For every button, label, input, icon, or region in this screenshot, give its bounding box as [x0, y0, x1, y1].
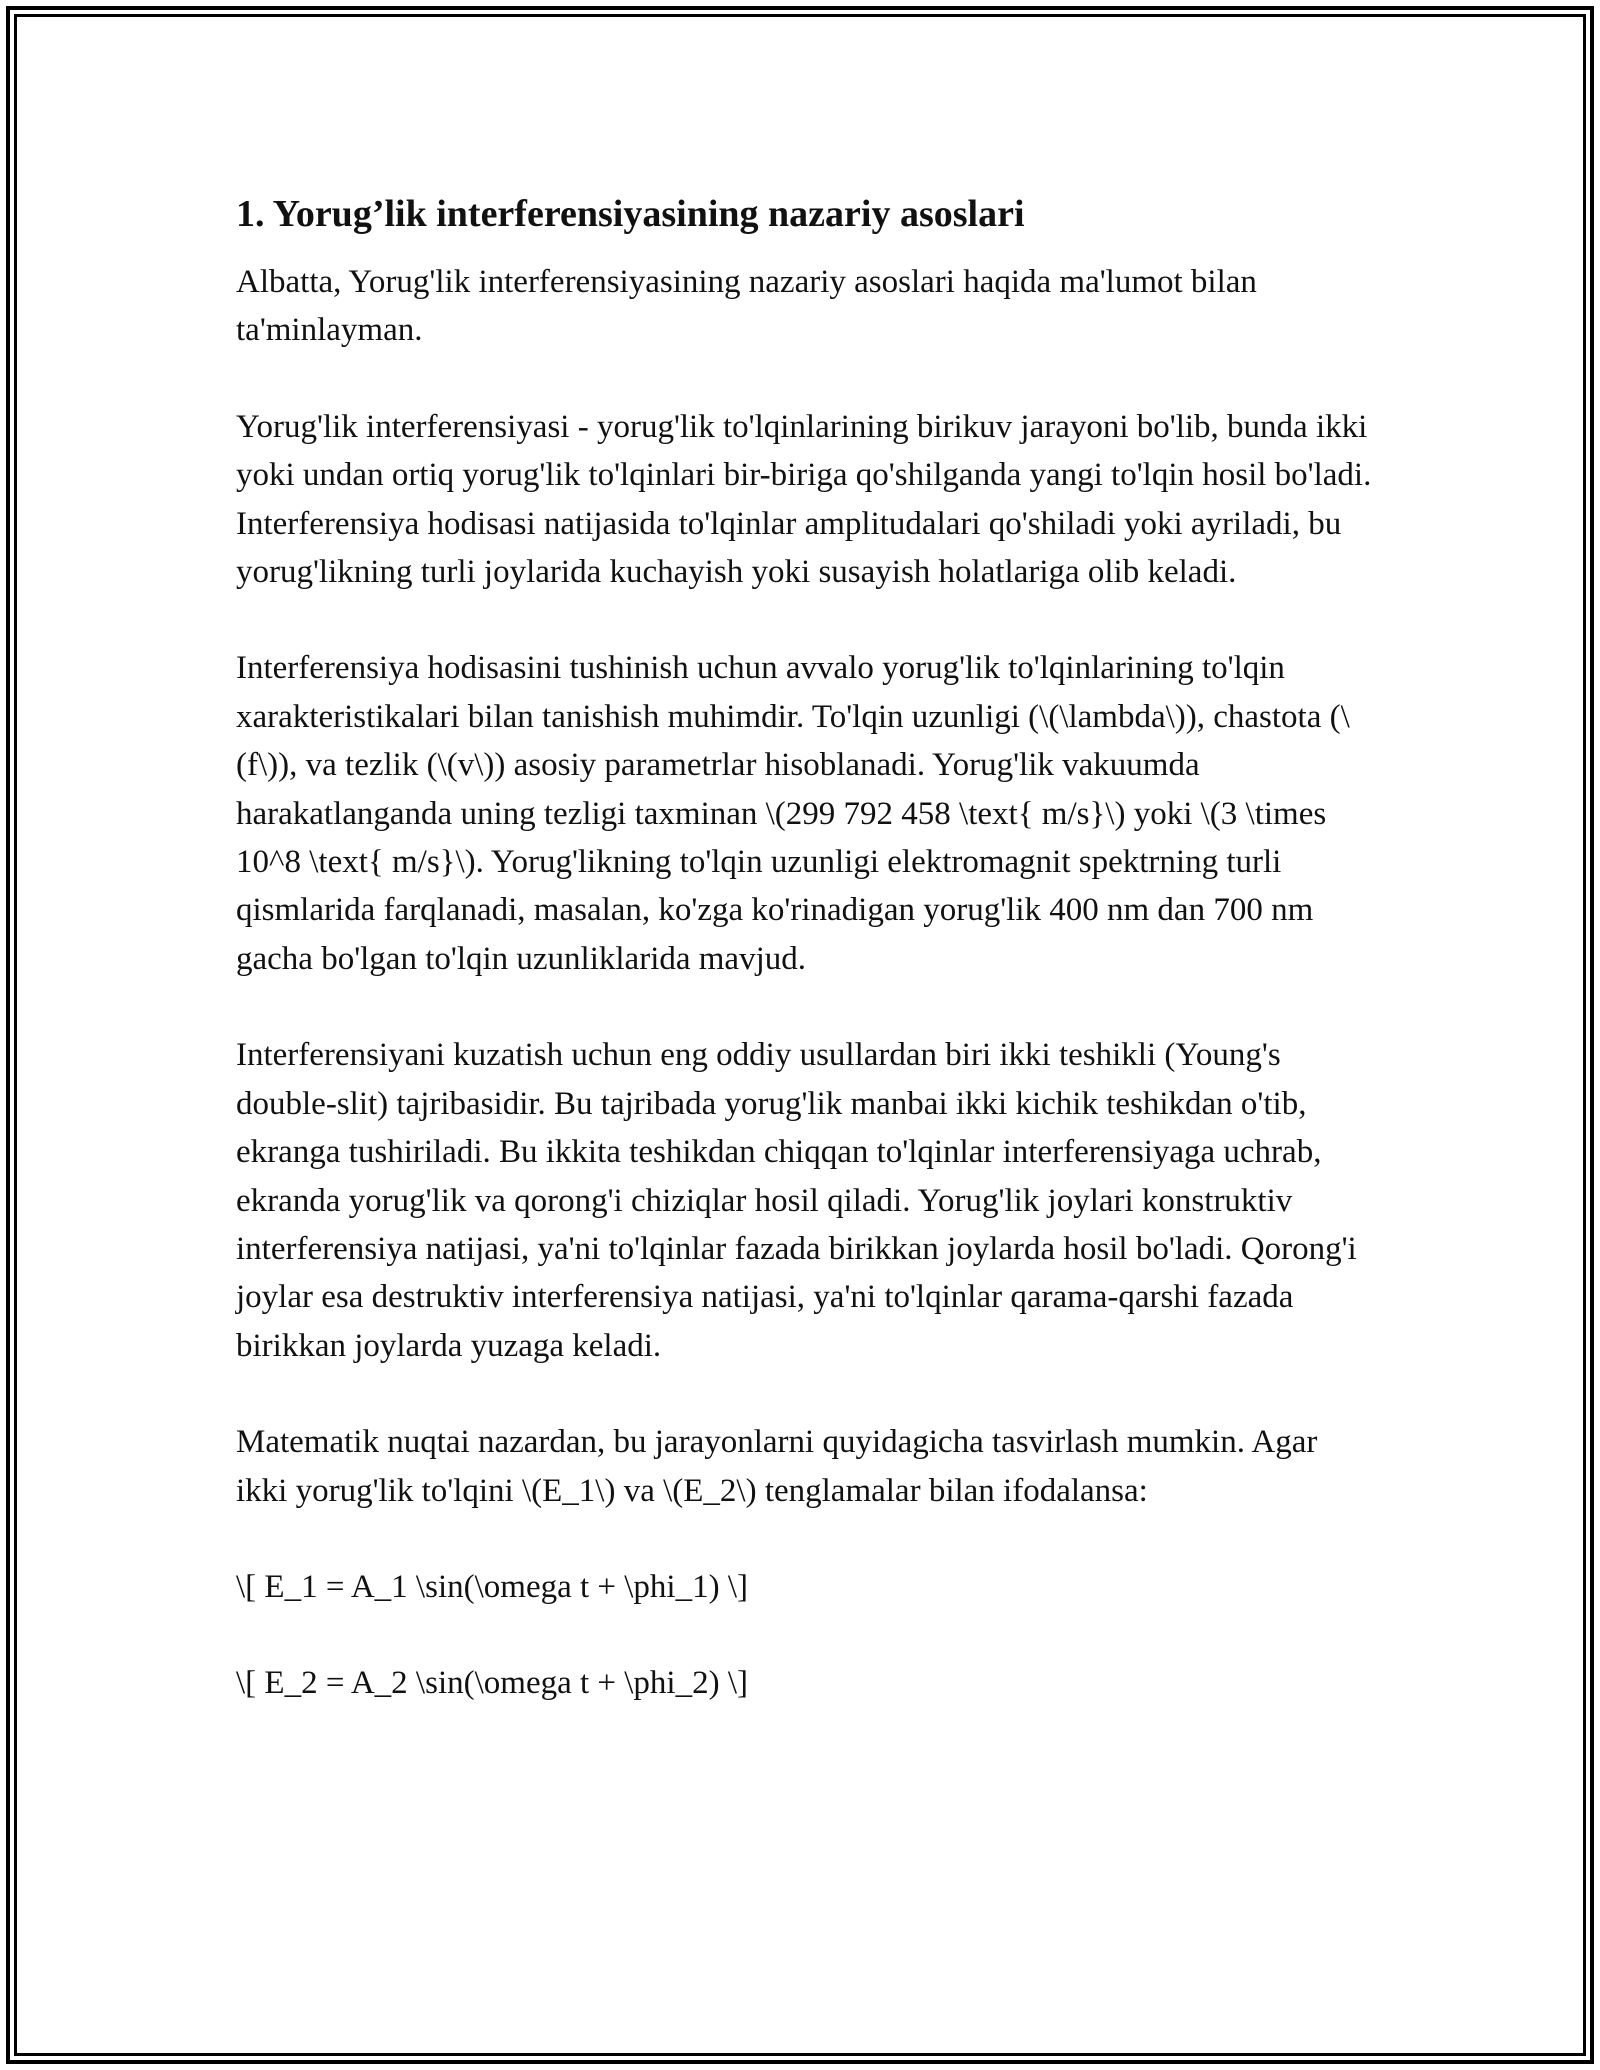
paragraph-mathematical: Matematik nuqtai nazardan, bu jarayonlarni quyidagicha tasvirlash mumkin. Agar ikki yorug'lik to'lqini \(E_1\) va \(E_2\) tenglamalar bilan ifodalansa:	[236, 1424, 1318, 1509]
paragraph-double-slit: Interferensiyani kuzatish uchun eng oddiy usullardan biri ikki teshikli (Young's double-slit) tajribasidir. Bu tajribada yorug'lik manbai ikki kichik teshikdan o'tib, ekranga tushiriladi. Bu ikkita teshikdan chiqqan to'lqinlar interferensiyaga uchrab, ekranda yorug'lik va qorong'i chiziqlar hosil qiladi. Yorug'lik joylari konstruktiv interferensiya natijasi, ya'ni to'lqinlar fazada birikkan joylarda hosil bo'ladi. Qorong'i joylar esa destruktiv interferensiya natijasi, ya'ni to'lqinlar qarama-qarshi fazada birikkan joylarda yuzaga keladi.	[236, 1037, 1357, 1364]
paragraph-wave-parameters: Interferensiya hodisasini tushinish uchun avvalo yorug'lik to'lqinlarining to'lqin xarakteristikalari bilan tanishish muhimdir. To'lqin uzunligi (\(\lambda\)), chastota (\(f\)), va tezlik (\(v\)) asosiy parametrlar hisoblanadi. Yorug'lik vakuumda harakatlanganda uning tezligi taxminan \(299 792 458 \text{ m/s}\) yoki \(3 \times 10^8 \text{ m/s}\). Yorug'likning to'lqin uzunligi elektromagnit spektrning turli qismlarida farqlanadi, masalan, ko'zga ko'rinadigan yorug'lik 400 nm dan 700 nm gacha bo'lgan to'lqin uzunliklarida mavjud.	[236, 650, 1350, 977]
paragraph-definition: Yorug'lik interferensiyasi - yorug'lik to'lqinlarining birikuv jarayoni bo'lib, bunda ikki yoki undan ortiq yorug'lik to'lqinlari bir-biriga qo'shilganda yangi to'lqin hosil bo'ladi. Interferensiya hodisasi natijasida to'lqinlar amplitudalari qo'shiladi yoki ayriladi, bu yorug'likning turli joylarida kuchayish yoki susayish holatlariga olib keladi.	[236, 408, 1372, 591]
equation-e1: \[ E_1 = A_1 \sin(\omega t + \phi_1) \]	[236, 1568, 748, 1605]
equation-e2: \[ E_2 = A_2 \sin(\omega t + \phi_2) \]	[236, 1665, 748, 1702]
section-heading: 1. Yorug’lik interferensiyasining nazariy asoslari	[236, 193, 1025, 235]
document-body	[236, 186, 1376, 1756]
paragraph-intro: Albatta, Yorug'lik interferensiyasining nazariy asoslari haqida ma'lumot bilan ta'minlayman.	[236, 264, 1257, 349]
